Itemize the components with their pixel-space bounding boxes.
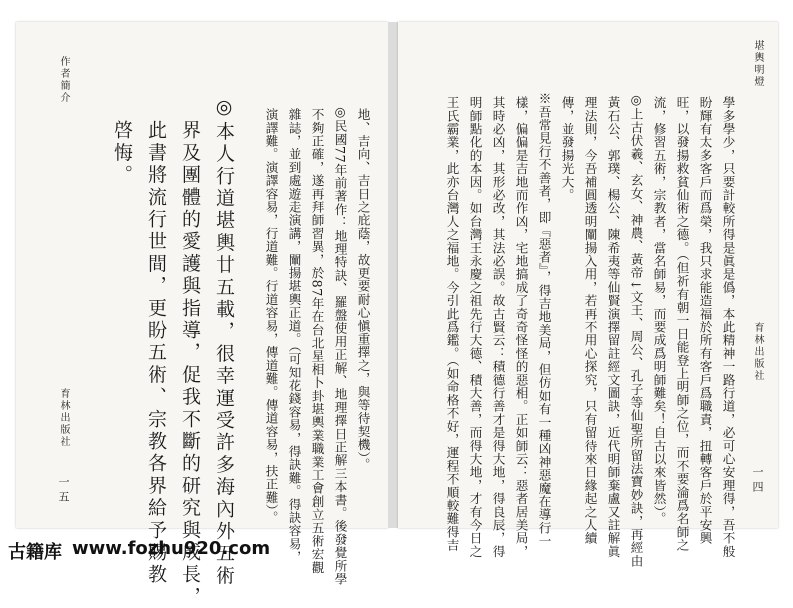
watermark-banner: [0, 534, 793, 564]
right-text-column-5: ◎上古伏羲、玄女、神農、黃帝↓文王、周公、孔子等仙聖所留法寶妙訣，再經由: [628, 92, 644, 568]
right-text-column-4: 流，修習五術，宗教者，當名師易，而要成爲明師難矣！自古以來皆然）。: [651, 96, 667, 526]
left-page-number: 一五: [57, 476, 70, 506]
right-text-column-6: 黃石公、郭璞、楊公、陳希夷等仙賢演擇留註經文圖訣，近代明師棄盧又註解眞: [605, 96, 621, 558]
left-page-publisher: 育林出版社: [58, 388, 69, 448]
book-gutter: [388, 22, 398, 528]
left-text-column-3: 不夠正確，遂再拜師習異，於87年在台北星相卜卦堪輿業職業工會創立五術宏觀: [309, 108, 325, 575]
left-text-column-1: 地、吉向、吉日之庇蔭，故更要耐心愼重擇之，與等待契機）。: [355, 108, 371, 472]
right-text-column-13: 王氏霸業，此亦台灣人之福地。今引此爲鑑。（如命格不好，運程不順較難得吉: [444, 96, 460, 552]
right-text-column-7: 理法則，今吾補圓透明闡揚入用，若再不用心探究，只有留待來日緣起之人續: [582, 96, 598, 545]
watermark-url: www.fozhu920.com: [72, 538, 271, 559]
right-text-column-8: 傳，並發揚光大。: [559, 96, 575, 202]
right-text-column-11: 其時必凶，其形必改，其法必誤。故古賢云：積德行善才是得大地，得良辰，得: [490, 96, 506, 558]
right-text-column-9: ※吾常見行不善者，即『惡者』，得吉地美局，但仿如有一種凶神惡魔在導行一: [536, 92, 552, 548]
handwritten-column-4: 啓悔。: [111, 120, 133, 187]
handwritten-column-2: 界及團體的愛護與指導，促我不斷的研究與成長，: [179, 120, 201, 608]
left-text-column-2: ◎民國77年前著作：地理特訣、羅盤使用正解、地理擇日正解三本書。後發覺所學: [332, 104, 348, 586]
left-text-column-4: 雜誌，並到處遊走演講，闡揚堪輿正道。（可知花錢容易，得訣難。得訣容易，: [286, 108, 302, 564]
handwritten-column-1: ◎本人行道堪輿廿五載，很幸運受許多海內外五術: [213, 96, 235, 588]
right-page-publisher: 育林出版社: [752, 322, 763, 382]
right-text-column-1: 學多學少，只要計較所得是眞是僞，本此精神一路行道，必可心安理得，吾不般: [720, 96, 736, 558]
author-intro-label: 作者簡介: [58, 56, 69, 104]
right-text-column-3: 旺，以發揚救貧仙術之德。（但祈有朝一日能登上明師之位，而不要淪爲名師之: [674, 96, 690, 552]
right-text-column-12: 明師點化的本因。如台灣王永慶之祖先行大德、積大善，而得大地，才有今日之: [467, 96, 483, 558]
handwritten-column-3: 此書將流行世間，更盼五術、宗教各界給予賜教: [145, 120, 167, 587]
watermark-brand: 古籍库: [8, 542, 62, 563]
right-text-column-10: 樣，偏偏是吉地而作凶，宅地搞成了奇奇怪怪的惡相。正如師云：惡者居美局，: [513, 96, 529, 558]
right-page-number: 一四: [751, 466, 764, 496]
right-text-column-2: 盼輝有太多客戶而爲榮，我只求能造福於所有客戶爲職責，扭轉客戶於平安興: [697, 96, 713, 545]
left-text-column-5: 演譯難。演譯容易，行道難。行道容易，傳道難。傳道容易，扶正難）。: [263, 108, 279, 525]
right-page-header-title: 堪輿明燈: [752, 40, 763, 88]
